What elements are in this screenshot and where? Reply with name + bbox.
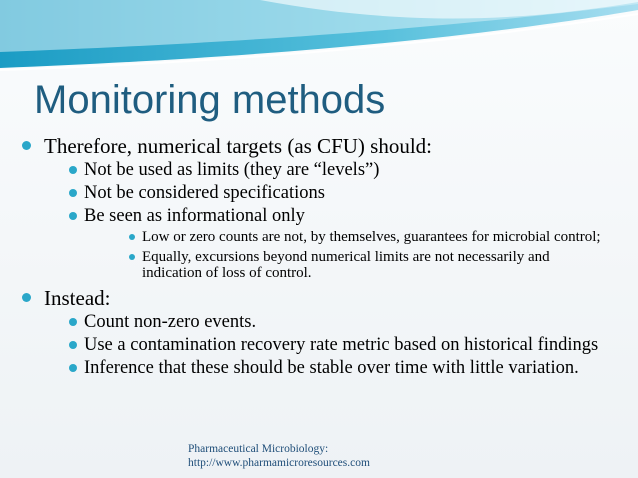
bullet-text: Therefore, numerical targets (as CFU) should:: [44, 134, 432, 158]
bullet-dot-icon: [69, 318, 77, 326]
bullet-dot-icon: [69, 166, 77, 174]
sub-bullet-item: [44, 184, 626, 203]
sub-sub-bullet-item: [84, 229, 626, 245]
sub-bullet-text: Use a contamination recovery rate metric based on historical findings: [84, 335, 599, 355]
bullet-list: [16, 135, 626, 382]
sub-bullet-item: [44, 161, 626, 180]
sub-bullet-item: [44, 207, 626, 281]
sub-sub-bullet-text: Equally, excursions beyond numerical limits are not necessarily and indication of loss of control.: [142, 249, 550, 281]
sub-sub-bullet-text: Low or zero counts are not, by themselves, guarantees for microbial control;: [142, 229, 601, 245]
bullet-dot-icon: [69, 341, 77, 349]
sub-sub-bullet-list: [84, 229, 626, 281]
footer-source-label: Pharmaceutical Microbiology:: [188, 443, 329, 455]
slide-footer: [188, 442, 370, 470]
bullet-dot-icon: [22, 293, 31, 302]
sub-bullet-item: [44, 359, 626, 378]
bullet-dot-icon: [69, 189, 77, 197]
sub-bullet-text: Not be considered specifications: [84, 183, 325, 203]
bullet-dot-icon: [69, 364, 77, 372]
footer-url-link[interactable]: http://www.pharmamicroresources.com: [188, 457, 370, 469]
bullet-dot-icon: [69, 212, 77, 220]
bullet-item: [16, 135, 626, 281]
sub-bullet-item: [44, 336, 626, 355]
sub-bullet-list: [44, 313, 626, 378]
sub-bullet-text: Inference that these should be stable over time with little variation.: [84, 358, 579, 378]
bullet-dot-icon: [129, 254, 135, 260]
bullet-dot-icon: [129, 234, 135, 240]
slide-title: Monitoring methods: [34, 78, 386, 122]
bullet-dot-icon: [22, 141, 31, 150]
sub-bullet-item: [44, 313, 626, 332]
sub-bullet-text: Not be used as limits (they are “levels”): [84, 160, 380, 180]
bullet-text: Instead:: [44, 286, 111, 310]
sub-bullet-list: [44, 161, 626, 281]
sub-bullet-text: Be seen as informational only: [84, 206, 305, 226]
header-swoosh-decoration: [0, 0, 638, 80]
sub-bullet-text: Count non-zero events.: [84, 312, 257, 332]
bullet-item: [16, 287, 626, 378]
sub-sub-bullet-item: [84, 249, 626, 281]
